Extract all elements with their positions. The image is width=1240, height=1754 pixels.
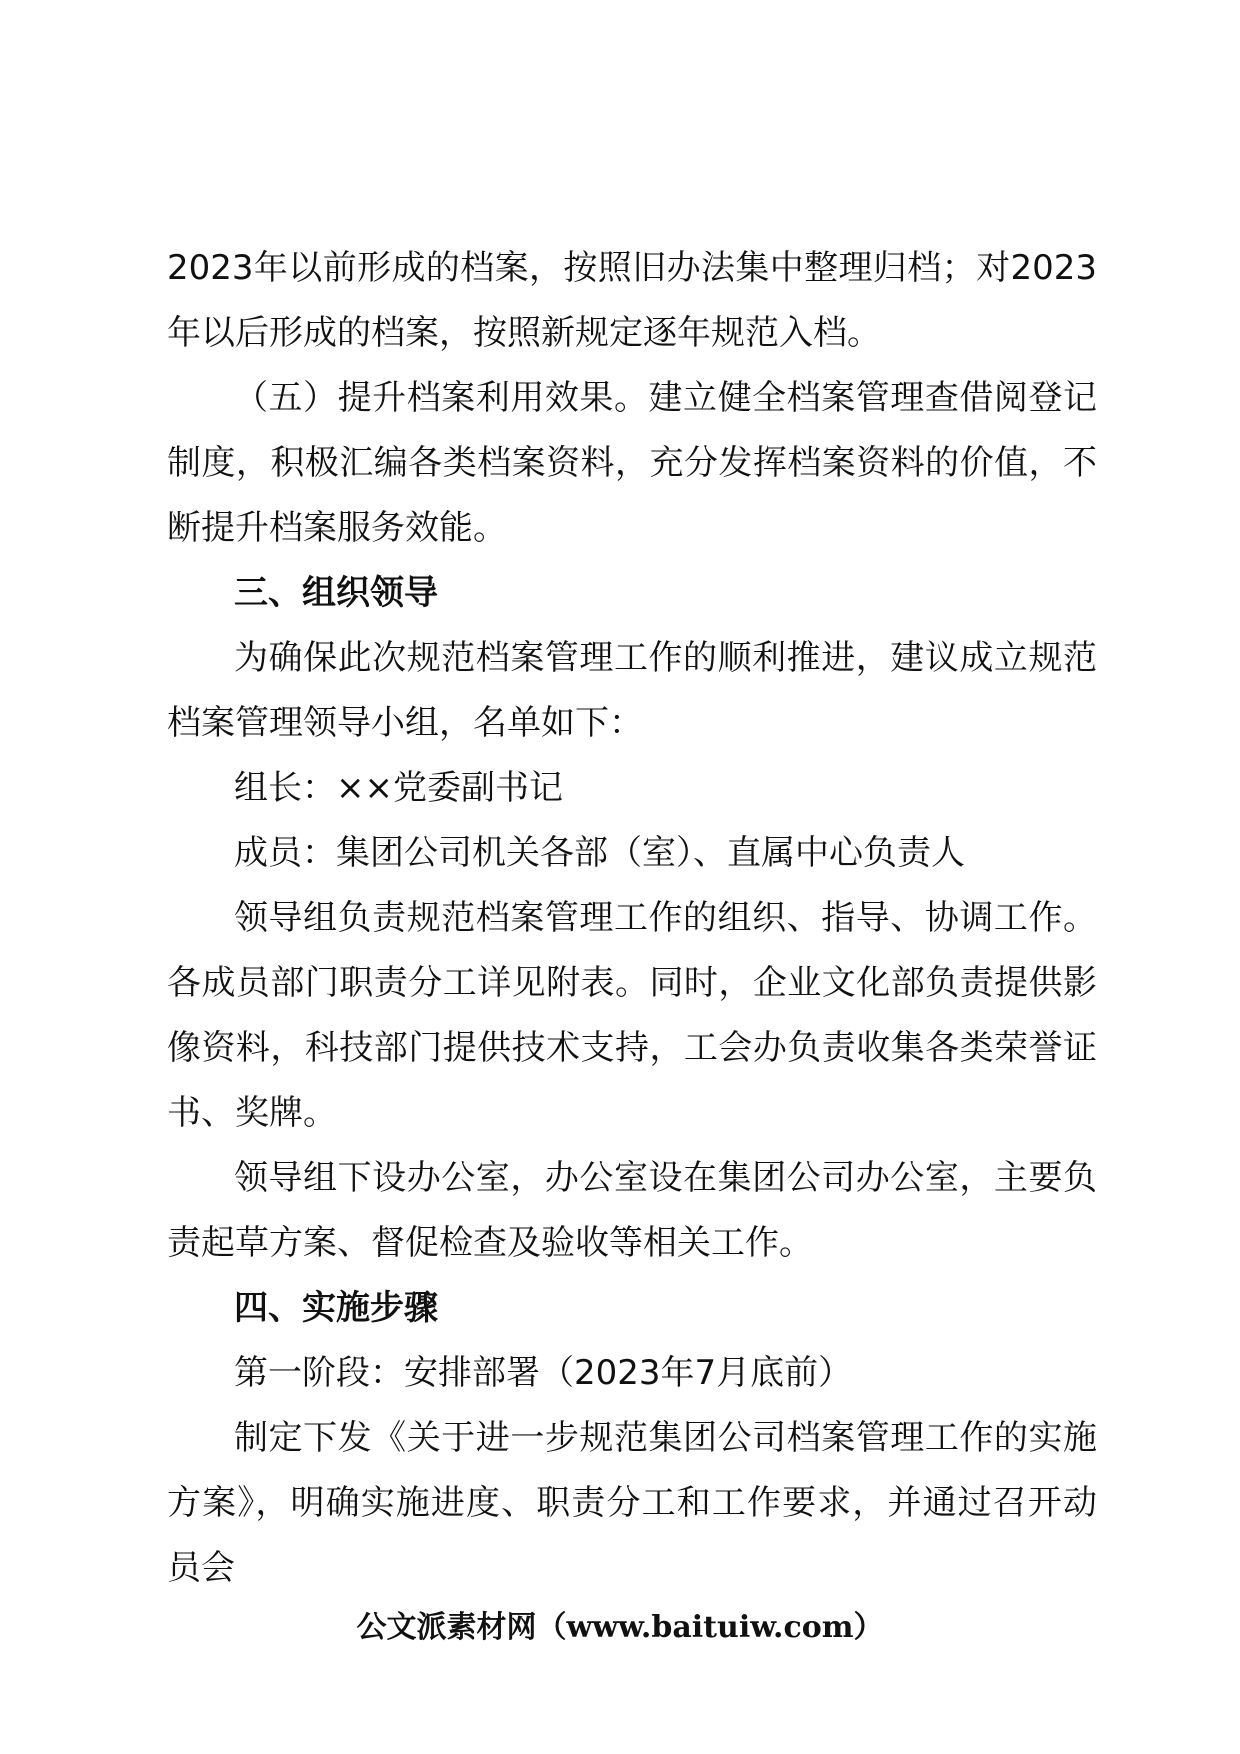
- paragraph-item-five: （五）提升档案利用效果。建立健全档案管理查借阅登记制度，积极汇编各类档案资料，充分发挥档案资料的价值，不断提升档案服务效能。: [167, 378, 1097, 548]
- footer-watermark: 公文派素材网（www.baituiw.com）: [356, 1610, 884, 1645]
- paragraph-leadership-intro: 为确保此次规范档案管理工作的顺利推进，建议成立规范档案管理领导小组，名单如下：: [167, 638, 1097, 743]
- paragraph-continuation: 2023年以前形成的档案，按照旧办法集中整理归档；对2023年以后形成的档案，按照新规定逐年规范入档。: [167, 248, 1097, 353]
- paragraph-responsibilities: 领导组负责规范档案管理工作的组织、指导、协调工作。各成员部门职责分工详见附表。同时，企业文化部负责提供影像资料，科技部门提供技术支持，工会办负责收集各类荣誉证书、奖牌。: [167, 898, 1097, 1133]
- document-body: [167, 236, 1097, 1601]
- paragraph-office: 领导组下设办公室，办公室设在集团公司办公室，主要负责起草方案、督促检查及验收等相关工作。: [167, 1158, 1097, 1263]
- paragraph-members: 成员：集团公司机关各部（室）、直属中心负责人: [234, 833, 965, 873]
- paragraph-phase-one: 第一阶段：安排部署（2023年7月底前）: [234, 1353, 853, 1393]
- paragraph-group-leader: 组长：××党委副书记: [234, 768, 563, 808]
- paragraph-phase-one-detail: 制定下发《关于进一步规范集团公司档案管理工作的实施方案》，明确实施进度、职责分工和工作要求，并通过召开动员会: [167, 1418, 1097, 1588]
- section-heading-organization: 三、组织领导: [234, 573, 438, 613]
- section-heading-implementation: 四、实施步骤: [234, 1288, 438, 1328]
